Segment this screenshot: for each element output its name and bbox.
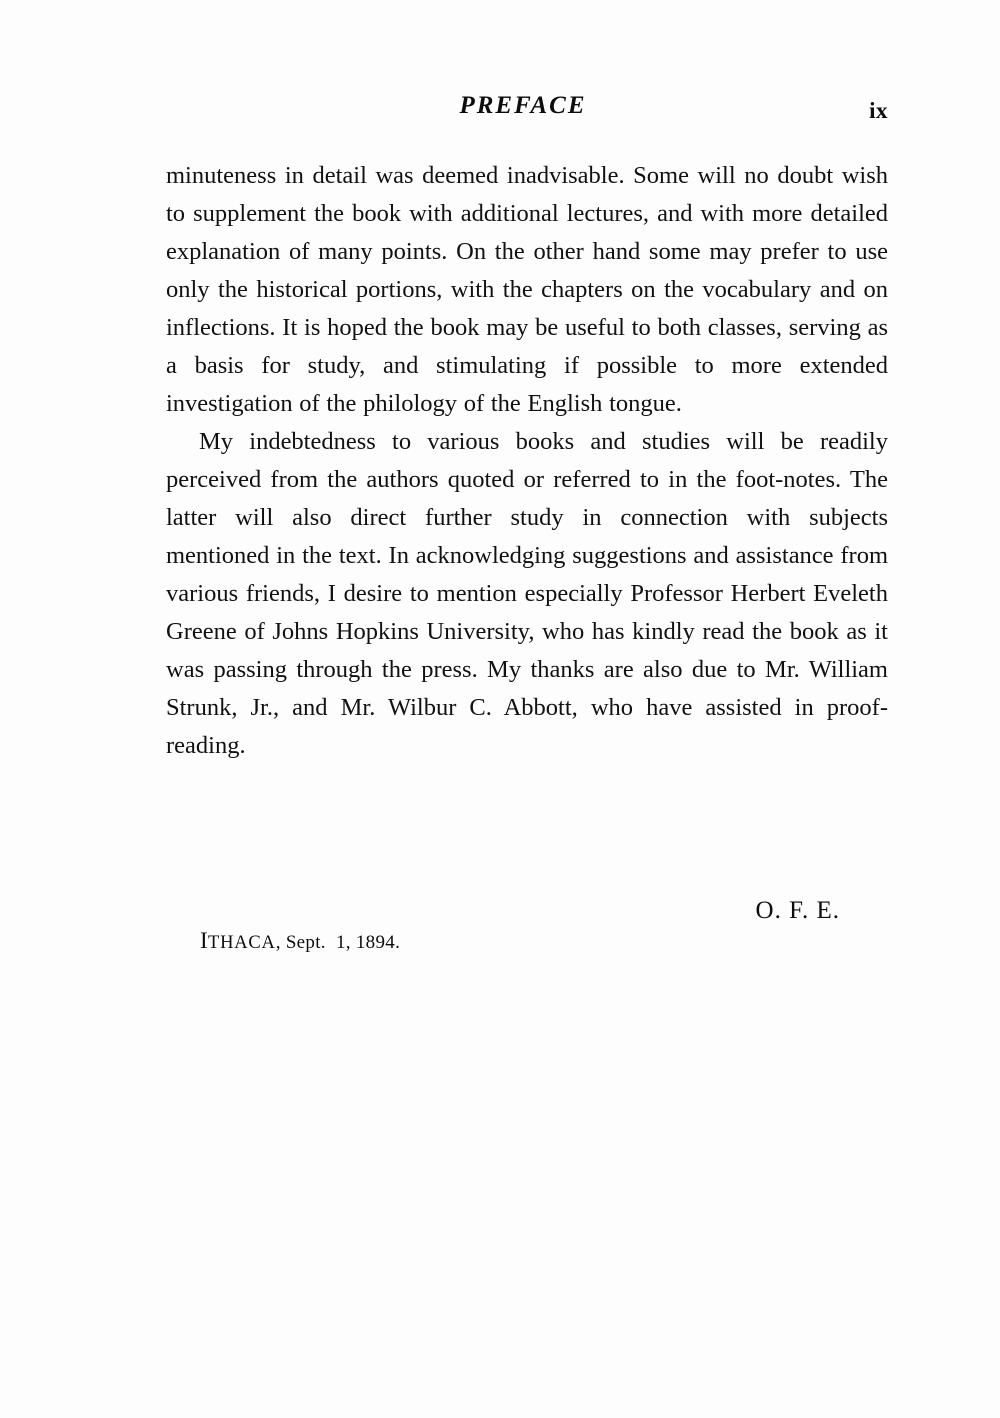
dateline-month: Sept. [285, 932, 326, 953]
paragraph-continued: minuteness in detail was deemed inadvisable. Some will no doubt wish to supplement the book with additional lectures, and with more detailed explanation of many points. On the other hand some may prefer to use only the historical portions, with the chapters on the vocabulary and on inflections. It is hoped the book may be useful to both classes, serving as a basis for study, and stimulating if possible to more extended investigation of the philology of the English tongue. [166, 162, 888, 417]
dateline-day: 1, [335, 932, 351, 953]
dateline-city-initial: I [200, 928, 208, 953]
dateline-city-rest: THACA [207, 933, 276, 953]
dateline-comma: , [275, 932, 286, 953]
text-block [166, 157, 888, 765]
author-initials: O. F. E. [755, 897, 840, 924]
page-number: ix [869, 98, 888, 123]
running-head-title: PREFACE [459, 92, 587, 119]
running-head [166, 92, 888, 126]
dateline-year: 1894. [355, 932, 401, 953]
paragraph-acknowledgements: My indebtedness to various books and studies will be readily perceived from the authors quoted or referred to in the foot-notes. The latter will also direct further study in connection with subjects mentioned in the text. In acknowledging suggestions and assistance from various friends, I desire to mention especially Professor Herbert Eveleth Greene of Johns Hopkins University, who has kindly read the book as it was passing through the press. My thanks are also due to Mr. William Strunk, Jr., and Mr. Wilbur C. Abbott, who have assisted in proof-reading. [166, 428, 888, 759]
dateline [200, 928, 400, 954]
